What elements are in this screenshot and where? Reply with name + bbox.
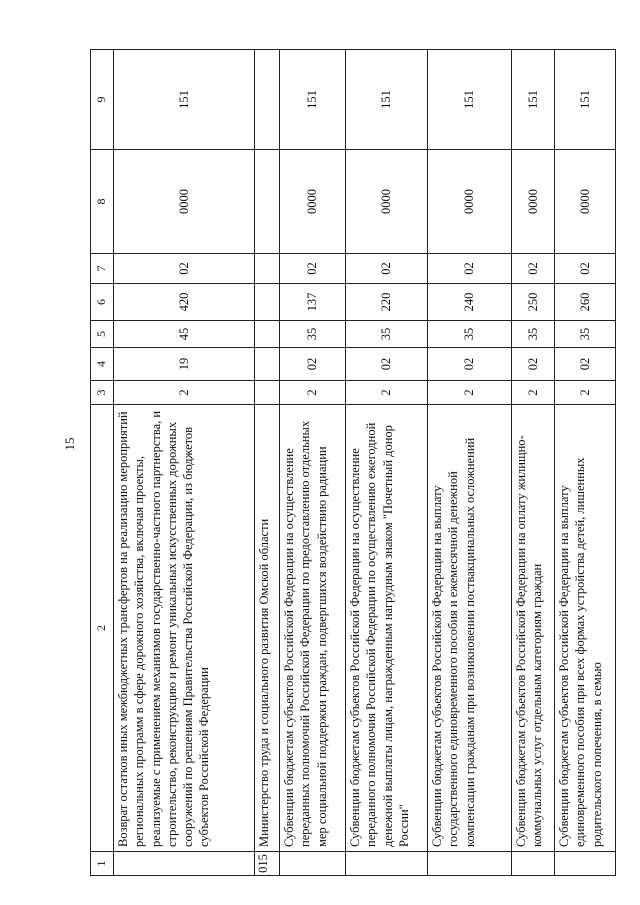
- code-cell: 02: [428, 254, 512, 284]
- row-description: Субвенции бюджетам субъектов Российской Федерации на осуществление переданных полномочий Российской Федерации по предоставлению отдельных мер социальной поддержки граждан, подвергшихся воздействию радиации: [280, 405, 346, 852]
- code-cell: 35: [428, 321, 512, 348]
- code-cell: 02: [280, 348, 346, 381]
- code-cell: 151: [555, 50, 616, 150]
- code-cell: [255, 150, 280, 254]
- table-row: [555, 50, 616, 876]
- code-cell: 0000: [512, 150, 555, 254]
- column-header: 3: [91, 381, 114, 405]
- code-cell: 02: [346, 254, 428, 284]
- column-header: 1: [91, 852, 114, 876]
- admin-code-cell: [428, 852, 512, 876]
- column-header: 8: [91, 150, 114, 254]
- column-header: 6: [91, 284, 114, 321]
- code-cell: 151: [280, 50, 346, 150]
- code-cell: 151: [428, 50, 512, 150]
- code-cell: [255, 381, 280, 405]
- row-description: Субвенции бюджетам субъектов Российской Федерации на осуществление переданного полномочия Российской Федерации по осуществлению ежегодной денежной выплаты лицам, награжденным нагрудным знаком "Почетный донор России": [346, 405, 428, 852]
- code-cell: 45: [114, 321, 255, 348]
- code-cell: 35: [346, 321, 428, 348]
- code-cell: 35: [555, 321, 616, 348]
- table-row: [255, 50, 280, 876]
- table-body: [114, 50, 616, 876]
- code-cell: 250: [512, 284, 555, 321]
- admin-code-cell: [280, 852, 346, 876]
- code-cell: 35: [512, 321, 555, 348]
- table-row: [114, 50, 255, 876]
- code-cell: 0000: [428, 150, 512, 254]
- table-header: [91, 50, 114, 876]
- code-cell: 151: [512, 50, 555, 150]
- code-cell: 0000: [555, 150, 616, 254]
- column-header: 7: [91, 254, 114, 284]
- code-cell: 2: [280, 381, 346, 405]
- admin-code-cell: [346, 852, 428, 876]
- code-cell: [255, 50, 280, 150]
- code-cell: 19: [114, 348, 255, 381]
- column-header: 9: [91, 50, 114, 150]
- code-cell: 0000: [346, 150, 428, 254]
- code-cell: [255, 348, 280, 381]
- code-cell: 02: [346, 348, 428, 381]
- code-cell: 220: [346, 284, 428, 321]
- code-cell: 0000: [280, 150, 346, 254]
- code-cell: 2: [428, 381, 512, 405]
- row-description: Министерство труда и социального развития Омской области: [255, 405, 280, 852]
- table-row: [280, 50, 346, 876]
- column-header: 5: [91, 321, 114, 348]
- page-number: 15: [62, 437, 77, 451]
- row-description: Субвенции бюджетам субъектов Российской Федерации на выплату единовременного пособия при всех формах устройства детей, лишенных родительского попечения, в семью: [555, 405, 616, 852]
- code-cell: 02: [428, 348, 512, 381]
- row-description: Субвенции бюджетам субъектов Российской Федерации на оплату жилищно-коммунальных услуг отдельным категориям граждан: [512, 405, 555, 852]
- admin-code-cell: [555, 852, 616, 876]
- code-cell: 02: [114, 254, 255, 284]
- admin-code-cell: [114, 852, 255, 876]
- code-cell: 02: [555, 348, 616, 381]
- code-cell: 2: [512, 381, 555, 405]
- code-cell: 02: [280, 254, 346, 284]
- code-cell: 137: [280, 284, 346, 321]
- code-cell: 151: [114, 50, 255, 150]
- rotated-page: [90, 50, 612, 876]
- code-cell: [255, 321, 280, 348]
- column-header: 2: [91, 405, 114, 852]
- admin-code-cell: 015: [255, 852, 280, 876]
- code-cell: 02: [512, 348, 555, 381]
- code-cell: 240: [428, 284, 512, 321]
- code-cell: 420: [114, 284, 255, 321]
- row-description: Возврат остатков иных межбюджетных трансфертов на реализацию мероприятий региональных программ в сфере дорожного хозяйства, включая проекты, реализуемые с применением механизмов государственно-частного партнерства, и строительство, реконструкцию и ремонт уникальных искусственных дорожных сооружений по решениям Правительства Российской Федерации, из бюджетов субъектов Российской Федерации: [114, 405, 255, 852]
- code-cell: 2: [555, 381, 616, 405]
- admin-code-cell: [512, 852, 555, 876]
- code-cell: 02: [512, 254, 555, 284]
- code-cell: [255, 254, 280, 284]
- table-row: [428, 50, 512, 876]
- code-cell: 151: [346, 50, 428, 150]
- table-row: [512, 50, 555, 876]
- code-cell: [255, 284, 280, 321]
- budget-table: [90, 49, 616, 876]
- row-description: Субвенции бюджетам субъектов Российской Федерации на выплату государственного единовременного пособия и ежемесячной денежной компенсации гражданам при возникновении поствакцинальных осложнений: [428, 405, 512, 852]
- code-cell: 2: [114, 381, 255, 405]
- code-cell: 260: [555, 284, 616, 321]
- code-cell: 0000: [114, 150, 255, 254]
- column-header: 4: [91, 348, 114, 381]
- code-cell: 2: [346, 381, 428, 405]
- table-row: [346, 50, 428, 876]
- code-cell: 35: [280, 321, 346, 348]
- code-cell: 02: [555, 254, 616, 284]
